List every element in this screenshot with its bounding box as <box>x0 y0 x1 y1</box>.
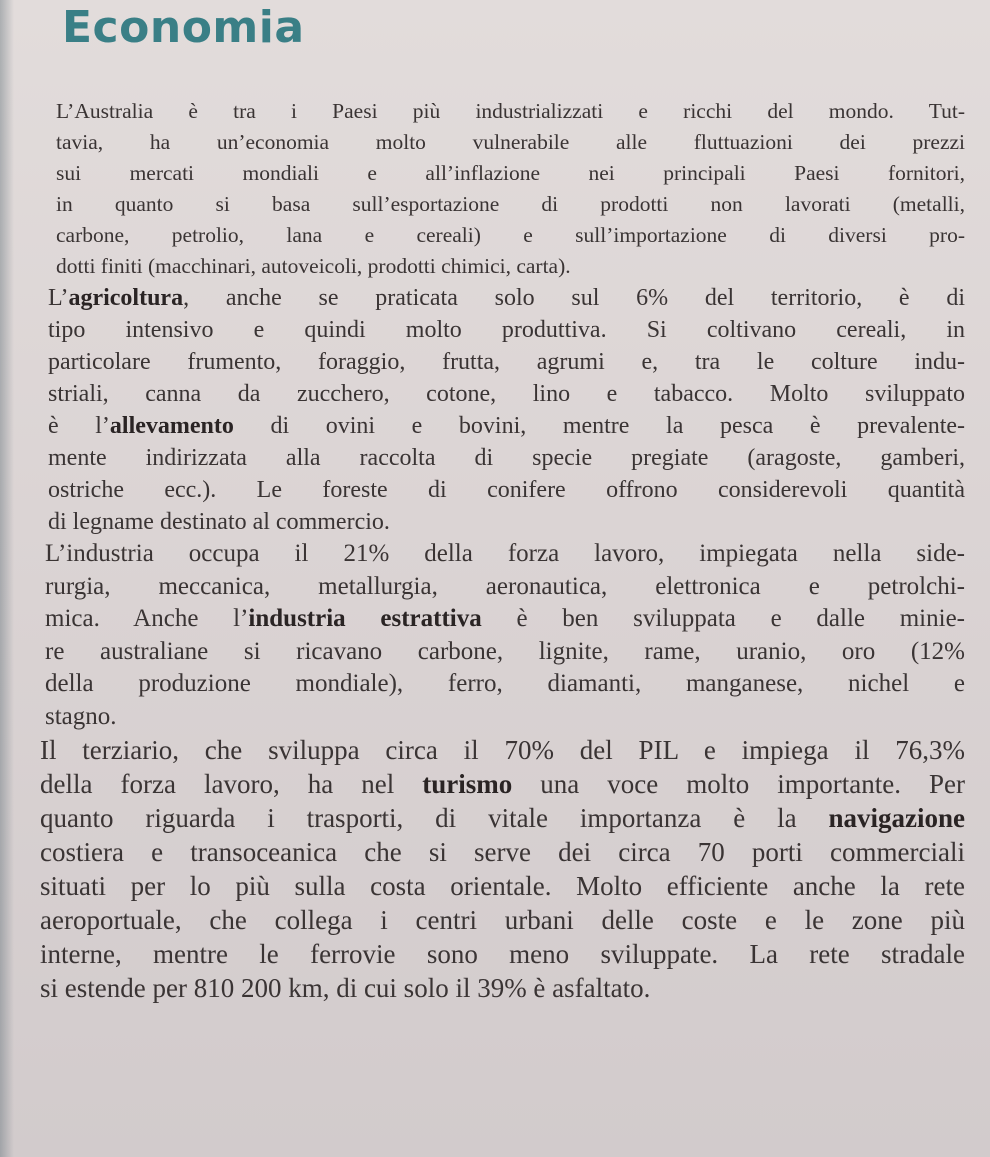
text-segment: mica. Anche l’ <box>45 605 249 632</box>
text-segment: aeroportuale, che collega i centri urbani delle coste e le zone più <box>40 905 965 935</box>
text-segment: ostriche ecc.). Le foreste di conifere offrono considerevoli quantità <box>48 477 965 503</box>
keyword: allevamento <box>109 413 234 439</box>
text-line <box>40 971 965 1005</box>
text-line <box>40 733 965 767</box>
text-line <box>40 636 965 669</box>
text-line <box>40 346 965 378</box>
text-segment: stagno. <box>45 702 117 730</box>
text-line <box>40 538 965 571</box>
text-segment: tavia, ha un’economia molto vulnerabile alle fluttuazioni dei prezzi <box>56 130 965 154</box>
text-segment: situati per lo più sulla costa orientale. Molto efficiente anche la rete <box>40 871 965 901</box>
paragraph-3 <box>40 538 965 733</box>
keyword: navigazione <box>828 803 965 833</box>
text-line <box>40 903 965 937</box>
text-segment: sui mercati mondiali e all’inflazione nei principali Paesi fornitori, <box>56 161 965 185</box>
text-segment: , anche se praticata solo sul 6% del territorio, è di <box>183 285 965 311</box>
text-segment: tipo intensivo e quindi molto produttiva. Si coltivano cereali, in <box>48 317 965 343</box>
text-segment: si estende per 810 200 km, di cui solo il 39% è asfaltato. <box>40 973 651 1003</box>
text-line <box>40 442 965 474</box>
text-line <box>40 474 965 506</box>
text-line <box>40 282 965 314</box>
text-segment: carbone, petrolio, lana e cereali) e sull’importazione di diversi pro- <box>56 223 965 247</box>
paragraph-4 <box>40 733 965 1005</box>
text-line <box>40 506 965 538</box>
text-segment: Il terziario, che sviluppa circa il 70% del PIL e impiega il 76,3% <box>40 735 965 765</box>
section-title: Economia <box>62 2 305 53</box>
text-segment: rurgia, meccanica, metallurgia, aeronautica, elettronica e petrolchi- <box>45 572 965 600</box>
text-line <box>40 158 965 189</box>
text-line <box>40 603 965 636</box>
text-segment: di ovini e bovini, mentre la pesca è prevalente- <box>233 413 965 439</box>
text-line <box>40 701 965 734</box>
text-segment: L’Australia è tra i Paesi più industrializzati e ricchi del mondo. Tut- <box>56 99 965 123</box>
paragraph-2 <box>40 282 965 538</box>
text-line <box>40 767 965 801</box>
text-segment: è l’ <box>48 413 110 439</box>
text-segment: re australiane si ricavano carbone, lignite, rame, uranio, oro (12% <box>45 637 965 665</box>
keyword: industria estrattiva <box>248 605 482 632</box>
text-line <box>40 835 965 869</box>
paragraph-1 <box>40 96 965 282</box>
text-line <box>40 314 965 346</box>
text-segment: particolare frumento, foraggio, frutta, agrumi e, tra le colture indu- <box>48 349 965 375</box>
text-segment: della forza lavoro, ha nel <box>40 769 423 799</box>
text-line <box>40 96 965 127</box>
text-segment: mente indirizzata alla raccolta di specie pregiate (aragoste, gamberi, <box>48 445 965 471</box>
text-line <box>40 127 965 158</box>
text-segment: L’ <box>48 285 69 311</box>
text-segment: interne, mentre le ferrovie sono meno sviluppate. La rete stradale <box>40 939 965 969</box>
text-line <box>40 668 965 701</box>
text-line <box>40 410 965 442</box>
text-segment: in quanto si basa sull’esportazione di prodotti non lavorati (metalli, <box>56 192 965 216</box>
keyword: turismo <box>422 769 513 799</box>
keyword: agricoltura <box>68 285 184 311</box>
text-line <box>40 251 965 282</box>
text-segment: della produzione mondiale), ferro, diamanti, manganese, nichel e <box>45 670 965 697</box>
text-segment: è ben sviluppata e dalle minie- <box>481 605 965 632</box>
text-segment: L’industria occupa il 21% della forza lavoro, impiegata nella side- <box>45 540 965 567</box>
text-line <box>40 378 965 410</box>
text-line <box>40 571 965 604</box>
text-line <box>40 801 965 835</box>
text-line <box>40 937 965 971</box>
text-line <box>40 869 965 903</box>
text-segment: una voce molto importante. Per <box>512 769 965 799</box>
section-body <box>40 96 965 1005</box>
text-segment: striali, canna da zucchero, cotone, lino e tabacco. Molto sviluppato <box>48 381 965 407</box>
text-segment: dotti finiti (macchinari, autoveicoli, prodotti chimici, carta). <box>56 254 571 278</box>
text-segment: quanto riguarda i trasporti, di vitale importanza è la <box>40 803 829 833</box>
text-line <box>40 189 965 220</box>
text-segment: costiera e transoceanica che si serve dei circa 70 porti commerciali <box>40 837 965 867</box>
text-segment: di legname destinato al commercio. <box>48 509 390 535</box>
text-line <box>40 220 965 251</box>
